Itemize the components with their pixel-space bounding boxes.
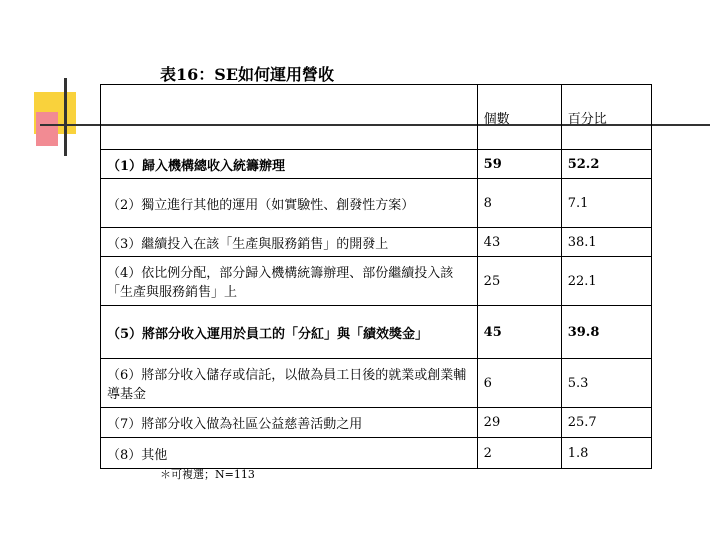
- footnote: ＊可複選；N=113: [160, 468, 255, 481]
- header-item: [101, 85, 478, 150]
- row-percent: 5.3: [561, 359, 651, 408]
- row-percent: 1.8: [561, 438, 651, 469]
- row-count: 29: [477, 408, 561, 438]
- row-count: 2: [477, 438, 561, 469]
- row-item: （1）歸入機構總收入統籌辦理: [101, 150, 478, 179]
- row-percent: 7.1: [561, 179, 651, 228]
- row-item: （2）獨立進行其他的運用（如實驗性、創發性方案）: [101, 179, 478, 228]
- row-percent: 39.8: [561, 306, 651, 359]
- row-count: 25: [477, 257, 561, 306]
- row-count: 8: [477, 179, 561, 228]
- table-row: [101, 438, 652, 469]
- table-header-row: [101, 85, 652, 150]
- table-row: [101, 257, 652, 306]
- row-item: （7）將部分收入做為社區公益慈善活動之用: [101, 408, 478, 438]
- row-item: （3）繼續投入在該「生產與服務銷售」的開發上: [101, 228, 478, 257]
- row-count: 6: [477, 359, 561, 408]
- table-row: [101, 228, 652, 257]
- row-percent: 38.1: [561, 228, 651, 257]
- header-percent: 百分比: [561, 85, 651, 150]
- header-count: 個數: [477, 85, 561, 150]
- row-percent: 52.2: [561, 150, 651, 179]
- table-row: [101, 306, 652, 359]
- row-count: 59: [477, 150, 561, 179]
- table-row: [101, 150, 652, 179]
- row-percent: 22.1: [561, 257, 651, 306]
- row-item: （8）其他: [101, 438, 478, 469]
- table-row: [101, 408, 652, 438]
- table-title: 表16：SE如何運用營收: [160, 65, 335, 84]
- row-item: （5）將部分收入運用於員工的「分紅」與「績效獎金」: [101, 306, 478, 359]
- decorative-pink-square: [36, 112, 58, 146]
- row-item: （4）依比例分配，部分歸入機構統籌辦理、部份繼續投入該「生產與服務銷售」上: [101, 257, 478, 306]
- row-count: 43: [477, 228, 561, 257]
- decorative-vertical-line: [64, 78, 67, 156]
- data-table: [100, 84, 652, 469]
- table-row: [101, 359, 652, 408]
- row-item: （6）將部分收入儲存或信託，以做為員工日後的就業或創業輔導基金: [101, 359, 478, 408]
- row-percent: 25.7: [561, 408, 651, 438]
- table-row: [101, 179, 652, 228]
- row-count: 45: [477, 306, 561, 359]
